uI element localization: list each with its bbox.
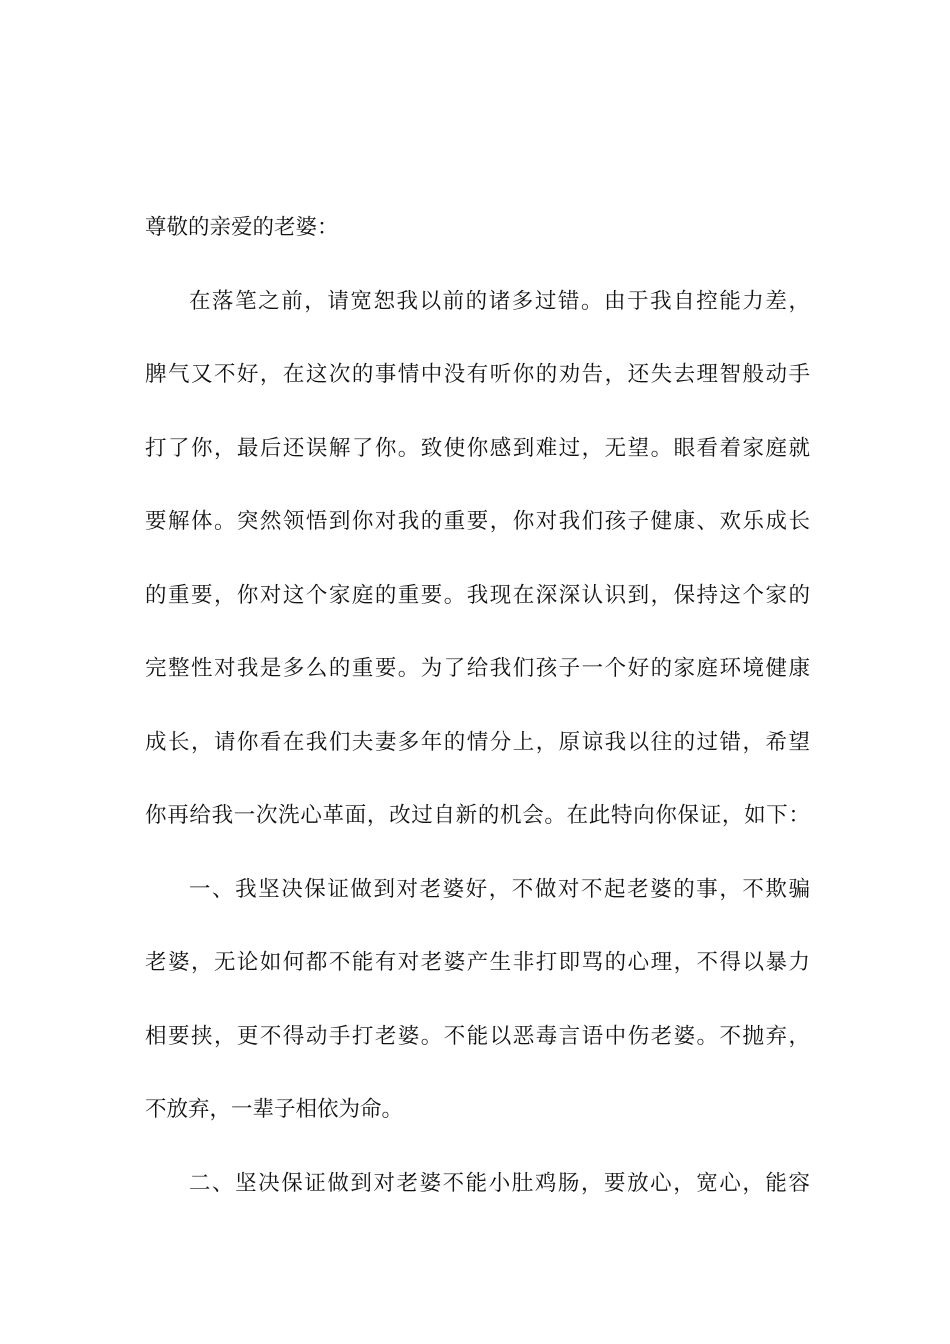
paragraph-1-line-4: 要解体。突然领悟到你对我的重要，你对我们孩子健康、欢乐成长 <box>145 509 810 534</box>
paragraph-1-line-3: 打了你，最后还误解了你。致使你感到难过，无望。眼看着家庭就 <box>145 435 810 461</box>
pledge-1-line-4: 不放弃，一辈子相依为命。 <box>145 1097 404 1122</box>
paragraph-1-line-7: 成长，请你看在我们夫妻多年的情分上，原谅我以往的过错，希望 <box>145 729 810 755</box>
pledge-1-line-1: 一、我坚决保证做到对老婆好，不做对不起老婆的事，不欺骗 <box>189 876 810 902</box>
paragraph-1-line-5: 的重要，你对这个家庭的重要。我现在深深认识到，保持这个家的 <box>145 582 810 608</box>
pledge-1-line-3: 相要挟，更不得动手打老婆。不能以恶毒言语中伤老婆。不抛弃， <box>145 1023 810 1049</box>
pledge-2-line-1: 二、坚决保证做到对老婆不能小肚鸡肠，要放心，宽心，能容 <box>189 1170 810 1196</box>
letter-body <box>145 205 810 1234</box>
paragraph-1-line-8: 你再给我一次洗心革面，改过自新的机会。在此特向你保证，如下： <box>145 803 810 828</box>
paragraph-1-line-2: 脾气又不好，在这次的事情中没有听你的劝告，还失去理智般动手 <box>145 362 810 387</box>
paragraph-1-line-1: 在落笔之前，请宽恕我以前的诸多过错。由于我自控能力差， <box>189 288 810 314</box>
paragraph-1-line-6: 完整性对我是多么的重要。为了给我们孩子一个好的家庭环境健康 <box>145 656 810 681</box>
salutation: 尊敬的亲爱的老婆： <box>145 215 339 240</box>
pledge-1-line-2: 老婆，无论如何都不能有对老婆产生非打即骂的心理，不得以暴力 <box>145 950 810 975</box>
